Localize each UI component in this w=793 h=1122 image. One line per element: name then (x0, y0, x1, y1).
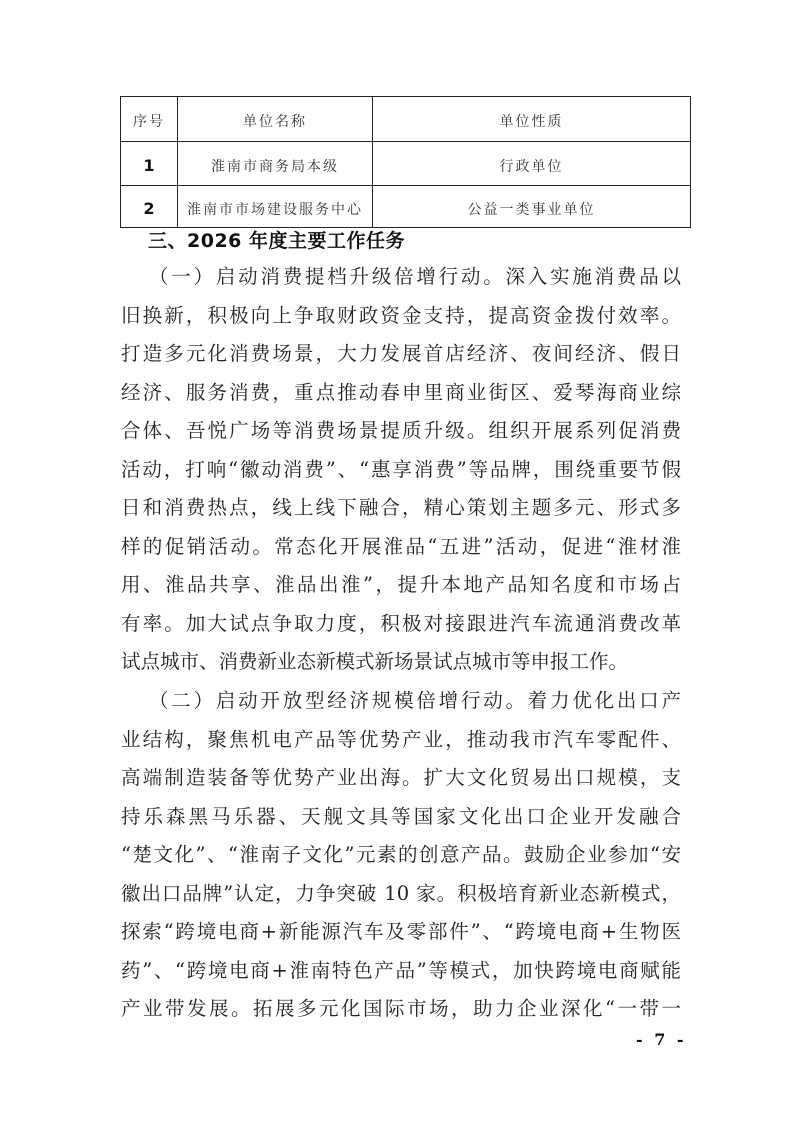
header-unit-nature: 单位性质 (373, 97, 691, 142)
text-line: 探索“跨境电商+新能源汽车及零部件”、“跨境电商+生物医 (121, 920, 681, 943)
text-line: 合体、吾悦广场等消费场景提质升级。组织开展系列促消费 (121, 419, 681, 442)
paragraph-consumption (121, 258, 681, 682)
text-line: “楚文化”、“淮南子文化”元素的创意产品。鼓励企业参加“安 (121, 843, 681, 866)
text-line: 持乐森黑马乐器、天舰文具等国家文化出口企业开发融合 (121, 804, 681, 828)
table-row (121, 142, 691, 186)
text-line: 高端制造装备等优势产业出海。扩大文化贸易出口规模，支 (121, 766, 681, 789)
header-seq: 序号 (121, 97, 178, 142)
unit-table (120, 96, 691, 228)
text-line: 徽出口品牌”认定，力争突破 10 家。积极培育新业态新模式， (121, 881, 681, 905)
page-number: - 7 - (636, 1030, 687, 1049)
cell-unit-nature: 公益一类事业单位 (373, 186, 691, 228)
cell-seq: 2 (121, 186, 178, 228)
text-line: 业结构，聚焦机电产品等优势产业，推动我市汽车零配件、 (121, 727, 681, 751)
section-heading: 三、2026 年度主要工作任务 (148, 230, 405, 252)
table-header-row (121, 97, 691, 142)
text-line: （二）启动开放型经济规模倍增行动。着力优化出口产 (149, 689, 681, 712)
text-line: 产业带发展。拓展多元化国际市场，助力企业深化“一带一 (121, 997, 681, 1020)
cell-unit-name: 淮南市商务局本级 (178, 142, 373, 186)
text-line: 试点城市、消费新业态新模式新场景试点城市等申报工作。 (121, 650, 629, 673)
paragraph-open-economy (121, 682, 681, 1029)
text-line: 用、淮品共享、淮品出淮”，提升本地产品知名度和市场占 (121, 573, 681, 596)
text-line: （一）启动消费提档升级倍增行动。深入实施消费品以 (149, 265, 681, 288)
text-line: 打造多元化消费场景，大力发展首店经济、夜间经济、假日 (121, 342, 681, 365)
text-line: 旧换新，积极向上争取财政资金支持，提高资金拨付效率。 (121, 303, 681, 327)
cell-unit-nature: 行政单位 (373, 142, 691, 186)
text-line: 有率。加大试点争取力度，积极对接跟进汽车流通消费改革 (121, 611, 681, 635)
text-line: 活动，打响“徽动消费”、“惠享消费”等品牌，围绕重要节假 (121, 457, 681, 481)
text-line: 药”、“跨境电商+淮南特色产品”等模式，加快跨境电商赋能 (121, 958, 681, 982)
header-unit-name: 单位名称 (178, 97, 373, 142)
text-line: 样的促销活动。常态化开展淮品“五进”活动，促进“淮材淮 (121, 534, 681, 558)
cell-seq: 1 (121, 142, 178, 186)
table-row (121, 186, 691, 228)
text-line: 日和消费热点，线上线下融合，精心策划主题多元、形式多 (121, 496, 681, 519)
text-line: 经济、服务消费，重点推动春申里商业街区、爱琴海商业综 (121, 380, 681, 404)
cell-unit-name: 淮南市市场建设服务中心 (178, 186, 373, 228)
